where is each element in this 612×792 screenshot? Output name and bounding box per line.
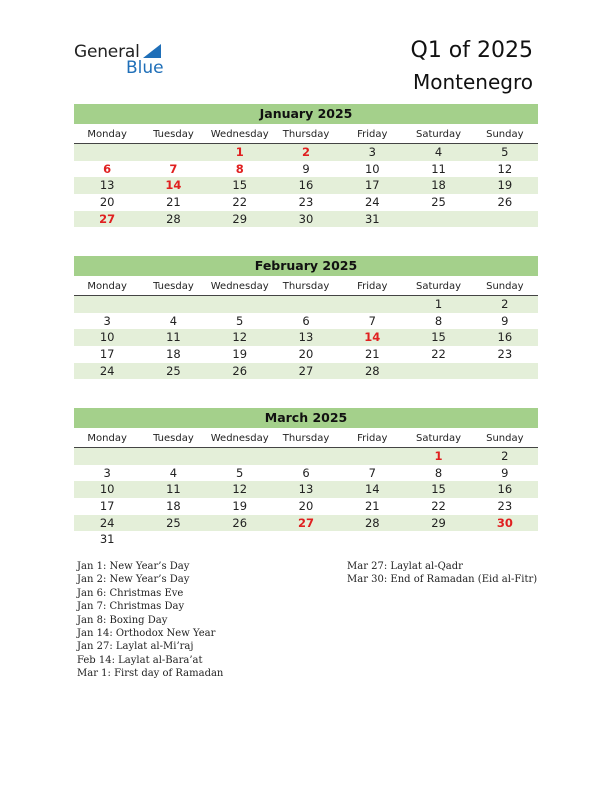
day-cell: 6 <box>302 313 310 328</box>
day-cell: 17 <box>99 347 115 362</box>
day-cell: 8 <box>434 313 443 328</box>
day-cell <box>74 296 140 313</box>
week-row <box>74 481 538 498</box>
logo-triangle-icon <box>143 44 161 58</box>
day-cell: 6 <box>302 465 310 480</box>
day-cell: 27 <box>298 363 314 378</box>
holiday-day-cell: 30 <box>496 515 513 530</box>
holiday-list-column-2 <box>347 560 537 587</box>
logo-text-general: General <box>74 42 140 62</box>
month-title: February 2025 <box>74 256 538 276</box>
weekday-header-row <box>74 430 538 448</box>
day-cell: 10 <box>364 161 380 176</box>
day-cell: 16 <box>497 330 513 345</box>
day-cell: 24 <box>364 195 380 210</box>
day-cell: 21 <box>166 195 181 210</box>
weekday-label: Wednesday <box>210 281 269 292</box>
day-cell: 4 <box>169 465 178 480</box>
weekday-label: Monday <box>87 129 127 140</box>
day-cell <box>74 144 140 161</box>
day-cell <box>339 296 405 313</box>
day-cell <box>339 448 405 465</box>
weekday-label: Saturday <box>416 281 462 292</box>
week-row <box>74 194 538 211</box>
day-cell: 17 <box>99 499 115 514</box>
weekday-label: Monday <box>87 281 127 292</box>
day-cell: 31 <box>364 211 380 226</box>
day-cell: 12 <box>232 482 248 497</box>
weekday-label: Wednesday <box>210 433 269 444</box>
day-cell: 13 <box>298 482 314 497</box>
day-cell: 20 <box>298 347 314 362</box>
day-cell <box>140 296 206 313</box>
day-cell <box>273 296 339 313</box>
day-cell: 22 <box>232 195 248 210</box>
day-cell <box>140 144 206 161</box>
day-cell: 3 <box>368 145 376 159</box>
holiday-item: Jan 6: Christmas Eve <box>77 587 184 599</box>
week-row <box>74 177 538 194</box>
holiday-item: Jan 1: New Year’s Day <box>77 561 190 572</box>
day-cell: 19 <box>232 347 248 362</box>
day-cell <box>273 448 339 465</box>
holiday-item: Jan 27: Laylat al-Mi’raj <box>77 641 194 653</box>
month-title: January 2025 <box>74 104 538 124</box>
day-cell: 30 <box>298 211 314 226</box>
weekday-label: Sunday <box>486 281 524 292</box>
holiday-day-cell: 27 <box>99 211 116 226</box>
day-cell: 29 <box>431 515 446 530</box>
day-cell: 12 <box>232 330 248 345</box>
day-cell: 23 <box>497 347 513 362</box>
week-row <box>74 296 538 313</box>
day-cell: 7 <box>368 465 376 480</box>
day-cell: 21 <box>364 347 380 362</box>
day-cell: 23 <box>497 499 513 514</box>
day-cell: 4 <box>434 145 443 159</box>
week-row <box>74 161 538 178</box>
holiday-item: Jan 2: New Year’s Day <box>77 574 190 586</box>
day-cell <box>472 363 538 380</box>
logo <box>74 42 174 78</box>
weekday-label: Saturday <box>416 129 462 140</box>
day-cell <box>207 448 273 465</box>
day-cell: 9 <box>501 465 509 480</box>
day-cell: 23 <box>298 195 314 210</box>
weekday-label: Monday <box>87 433 127 444</box>
day-cell <box>273 531 339 548</box>
week-row <box>74 531 538 548</box>
day-cell <box>472 211 538 228</box>
weekday-label: Sunday <box>486 433 524 444</box>
day-cell: 22 <box>431 347 446 362</box>
holiday-item: Mar 30: End of Ramadan (Eid al-Fitr) <box>347 574 538 586</box>
day-cell: 28 <box>364 363 380 378</box>
day-cell: 5 <box>501 145 509 159</box>
day-cell: 31 <box>99 532 115 547</box>
day-cell: 17 <box>364 178 380 193</box>
week-row <box>74 313 538 330</box>
day-cell <box>140 531 206 548</box>
day-cell <box>140 448 206 465</box>
holiday-item: Feb 14: Laylat al-Bara’at <box>77 654 203 666</box>
holiday-item: Jan 14: Orthodox New Year <box>77 628 216 640</box>
day-cell: 1 <box>434 297 443 311</box>
day-cell: 24 <box>99 363 115 378</box>
holiday-day-cell: 27 <box>297 515 314 530</box>
day-cell: 25 <box>166 515 181 530</box>
day-cell: 19 <box>232 499 248 514</box>
holiday-item: Mar 27: Laylat al-Qadr <box>347 561 463 572</box>
holiday-item: Jan 8: Boxing Day <box>77 614 168 626</box>
day-cell: 22 <box>431 499 446 514</box>
weekday-label: Thursday <box>282 129 330 140</box>
weekday-header-row <box>74 278 538 296</box>
day-cell: 13 <box>99 178 115 193</box>
holiday-day-cell: 14 <box>165 178 182 193</box>
weekday-label: Sunday <box>486 129 524 140</box>
holiday-day-cell: 8 <box>235 161 244 176</box>
day-cell: 18 <box>431 178 446 193</box>
day-cell: 3 <box>103 465 111 480</box>
day-cell: 2 <box>501 449 509 463</box>
week-row <box>74 363 538 380</box>
day-cell: 26 <box>232 515 248 530</box>
day-cell: 9 <box>302 161 310 176</box>
day-cell <box>207 531 273 548</box>
day-cell: 21 <box>364 499 380 514</box>
weekday-label: Thursday <box>282 281 330 292</box>
day-cell: 11 <box>166 482 181 497</box>
holiday-day-cell: 14 <box>364 330 381 345</box>
day-cell: 13 <box>298 330 314 345</box>
holiday-day-cell: 7 <box>169 161 178 176</box>
weekday-label: Tuesday <box>153 129 194 140</box>
country-name: Montenegro <box>412 70 533 94</box>
day-cell <box>472 531 538 548</box>
weekday-header-row <box>74 126 538 144</box>
weekday-label: Thursday <box>282 433 330 444</box>
month-calendar-january <box>74 104 538 227</box>
day-cell: 10 <box>99 330 115 345</box>
day-cell: 16 <box>497 482 513 497</box>
week-row <box>74 329 538 346</box>
week-row <box>74 515 538 532</box>
weekday-label: Saturday <box>416 433 462 444</box>
day-cell: 5 <box>236 313 244 328</box>
week-row <box>74 211 538 228</box>
day-cell: 28 <box>166 211 181 226</box>
holiday-item: Jan 7: Christmas Day <box>77 601 185 613</box>
quarter-title: Q1 of 2025 <box>410 38 533 63</box>
holiday-day-cell: 1 <box>235 145 244 159</box>
day-cell: 26 <box>232 363 248 378</box>
day-cell: 19 <box>497 178 513 193</box>
day-cell: 2 <box>501 297 509 311</box>
day-cell: 15 <box>431 482 446 497</box>
weekday-label: Friday <box>357 281 388 292</box>
day-cell: 9 <box>501 313 509 328</box>
holiday-list-column-1 <box>77 560 223 681</box>
day-cell: 24 <box>99 515 115 530</box>
weekday-label: Friday <box>357 433 388 444</box>
day-cell: 29 <box>232 211 248 226</box>
day-cell: 11 <box>431 161 446 176</box>
weekday-label: Wednesday <box>210 129 269 140</box>
day-cell: 20 <box>99 195 115 210</box>
day-cell: 16 <box>298 178 314 193</box>
day-cell: 4 <box>169 313 178 328</box>
day-cell: 5 <box>236 465 244 480</box>
day-cell: 26 <box>497 195 513 210</box>
day-cell: 7 <box>368 313 376 328</box>
week-row <box>74 498 538 515</box>
week-row <box>74 448 538 465</box>
day-cell: 14 <box>364 482 380 497</box>
week-row <box>74 346 538 363</box>
day-cell: 18 <box>166 499 181 514</box>
day-cell: 8 <box>434 465 443 480</box>
holiday-day-cell: 2 <box>301 145 310 159</box>
day-cell: 28 <box>364 515 380 530</box>
weekday-label: Tuesday <box>153 281 194 292</box>
holiday-day-cell: 1 <box>434 449 443 463</box>
day-cell: 15 <box>431 330 446 345</box>
holiday-item: Mar 1: First day of Ramadan <box>77 668 224 680</box>
week-row <box>74 465 538 482</box>
day-cell: 3 <box>103 313 111 328</box>
day-cell <box>339 531 405 548</box>
day-cell <box>405 211 471 228</box>
holiday-day-cell: 6 <box>103 161 112 176</box>
day-cell: 18 <box>166 347 181 362</box>
day-cell: 25 <box>166 363 181 378</box>
day-cell <box>405 363 471 380</box>
month-title: March 2025 <box>74 408 538 428</box>
week-row <box>74 144 538 161</box>
day-cell: 25 <box>431 195 446 210</box>
day-cell <box>207 296 273 313</box>
day-cell: 15 <box>232 178 248 193</box>
month-calendar-february <box>74 256 538 379</box>
day-cell <box>405 531 471 548</box>
weekday-label: Tuesday <box>153 433 194 444</box>
weekday-label: Friday <box>357 129 388 140</box>
logo-text-blue: Blue <box>126 58 164 78</box>
day-cell: 11 <box>166 330 181 345</box>
day-cell <box>74 448 140 465</box>
day-cell: 10 <box>99 482 115 497</box>
day-cell: 20 <box>298 499 314 514</box>
day-cell: 12 <box>497 161 513 176</box>
month-calendar-march <box>74 408 538 548</box>
